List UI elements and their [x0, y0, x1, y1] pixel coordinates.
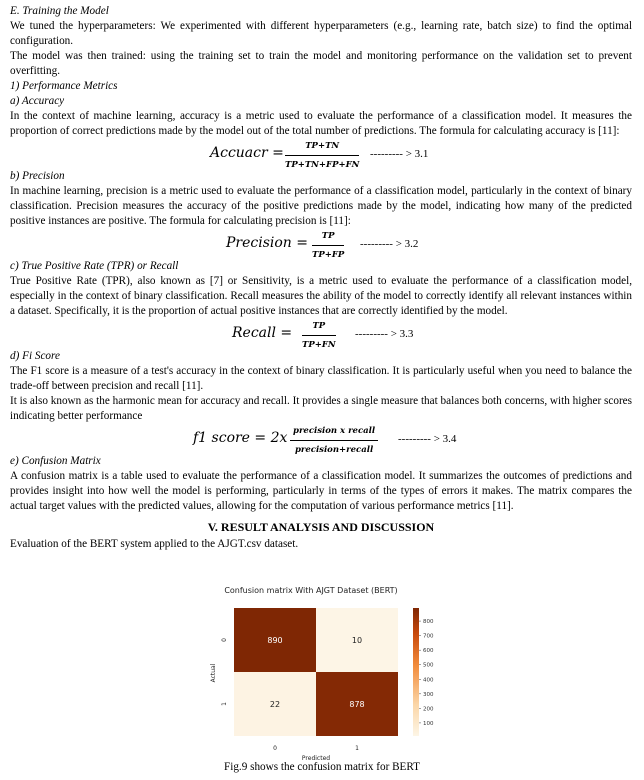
equation-fraction: [285, 139, 359, 173]
paper-page: [10, 4, 632, 552]
y-tick-0: 0: [221, 638, 228, 642]
equation-number: --------- > 3.4: [398, 433, 457, 445]
colorbar-tick-label: 200: [423, 706, 434, 713]
colorbar-tick-label: 600: [423, 648, 434, 655]
figure-caption: Fig.9 shows the confusion matrix for BERT: [223, 761, 421, 773]
equation-numerator: TP: [312, 229, 344, 246]
equation-number: --------- > 3.1: [370, 148, 429, 160]
training-paragraph-2: The model was then trained: using the training set to train the model and monitoring performance on the validation set to prevent overfitting.: [10, 50, 632, 77]
x-axis-label: Predicted: [301, 755, 331, 762]
equation-lhs: f1 score = 2x: [193, 430, 288, 446]
y-tick-1: 1: [221, 702, 228, 706]
result-paragraph: Evaluation of the BERT system applied to the AJGT.csv dataset.: [10, 538, 299, 550]
equation-number: --------- > 3.3: [355, 328, 414, 340]
equation-numerator: TP+TN: [285, 139, 359, 156]
training-paragraph-1: We tuned the hyperparameters: We experimented with different hyperparameters (e.g., learning rate, batch size) to find the optimal configuration.: [10, 20, 632, 47]
recall-heading: c) True Positive Rate (TPR) or Recall: [10, 260, 179, 272]
accuracy-paragraph: In the context of machine learning, accuracy is a metric used to evaluate the performance of a classification model. It measures the proportion of correct predictions made by the model out of the total number of predictions. The formula for calculating accuracy is [11]:: [10, 110, 632, 137]
heatmap-value-label: 890: [267, 636, 283, 645]
equation-denominator: precision+recall: [294, 445, 374, 455]
confusion-matrix-paragraph: A confusion matrix is a table used to evaluate the performance of a classification model. It summarizes the outcomes of predictions and provides insight into how well the model is performing, particularly in terms of the types of errors it makes. The matrix compares the actual target values with the predicted values, allowing for the computation of various performance metrics [11].: [10, 470, 632, 512]
colorbar-tick-label: 800: [423, 619, 434, 626]
recall-equation: [10, 319, 632, 349]
chart-title: Confusion matrix With AJGT Dataset (BERT): [224, 586, 398, 595]
y-axis-label: Actual: [210, 663, 217, 683]
training-heading: E. Training the Model: [10, 5, 109, 17]
heatmap-value-label: 10: [351, 636, 363, 645]
colorbar-tick-label: 700: [423, 633, 434, 640]
heatmap-value-label: 878: [349, 700, 365, 709]
equation-fraction: [312, 229, 344, 263]
colorbar-tick-label: 400: [423, 677, 434, 684]
metrics-heading: 1) Performance Metrics: [10, 80, 118, 92]
equation-numerator: TP: [302, 319, 336, 336]
equation-denominator: TP+FP: [312, 250, 345, 260]
equation-number: --------- > 3.2: [360, 238, 419, 250]
f1-paragraph-2: It is also known as the harmonic mean for accuracy and recall. It provides a single measure that balances both concerns, with higher scores indicating better performance: [10, 395, 632, 422]
equation-fraction: [302, 319, 336, 353]
f1-equation: [10, 424, 632, 454]
confusion-matrix-chart: [208, 583, 440, 765]
accuracy-equation: [10, 139, 632, 169]
x-tick-0: 0: [273, 745, 277, 752]
equation-numerator: precision x recall: [290, 424, 378, 441]
equation-lhs: Precision =: [226, 235, 309, 251]
equation-denominator: TP+TN+FP+FN: [285, 160, 360, 170]
equation-denominator: TP+FN: [302, 340, 336, 350]
heatmap-value-label: 22: [269, 700, 281, 709]
accuracy-heading: a) Accuracy: [10, 95, 65, 107]
x-tick-1: 1: [355, 745, 359, 752]
colorbar: [413, 608, 419, 736]
colorbar-tick-label: 100: [423, 720, 434, 727]
section-title: V. RESULT ANALYSIS AND DISCUSSION: [207, 520, 435, 534]
precision-paragraph: In machine learning, precision is a metric used to evaluate the performance of a classification model, particularly in the context of binary classification. Precision measures the accuracy of the positive predictions made by the model, indicating how many of the predicted positive instances are positive. The formula for calculating precision is [11]:: [10, 185, 632, 227]
recall-paragraph: True Positive Rate (TPR), also known as [7] or Sensitivity, is a metric used to evaluate the performance of a classification model, especially in the context of binary classification. Recall measures the ability of the model to correctly identify all relevant instances within a dataset. Specifically, it is the proportion of actual positive instances that are correctly identified by the model.: [10, 275, 632, 317]
colorbar-tick-label: 500: [423, 662, 434, 669]
f1-heading: d) Fi Score: [10, 350, 60, 362]
equation-lhs: Recall =: [232, 325, 293, 341]
precision-equation: [10, 229, 632, 259]
precision-heading: b) Precision: [10, 170, 65, 182]
f1-paragraph-1: The F1 score is a measure of a test's accuracy in the context of binary classification. It is particularly useful when you need to balance the trade-off between precision and recall [11].: [10, 365, 632, 392]
confusion-matrix-heading: e) Confusion Matrix: [10, 455, 101, 467]
equation-lhs: Accuacr =: [210, 145, 284, 161]
equation-fraction: [290, 424, 378, 458]
colorbar-tick-label: 300: [423, 691, 434, 698]
